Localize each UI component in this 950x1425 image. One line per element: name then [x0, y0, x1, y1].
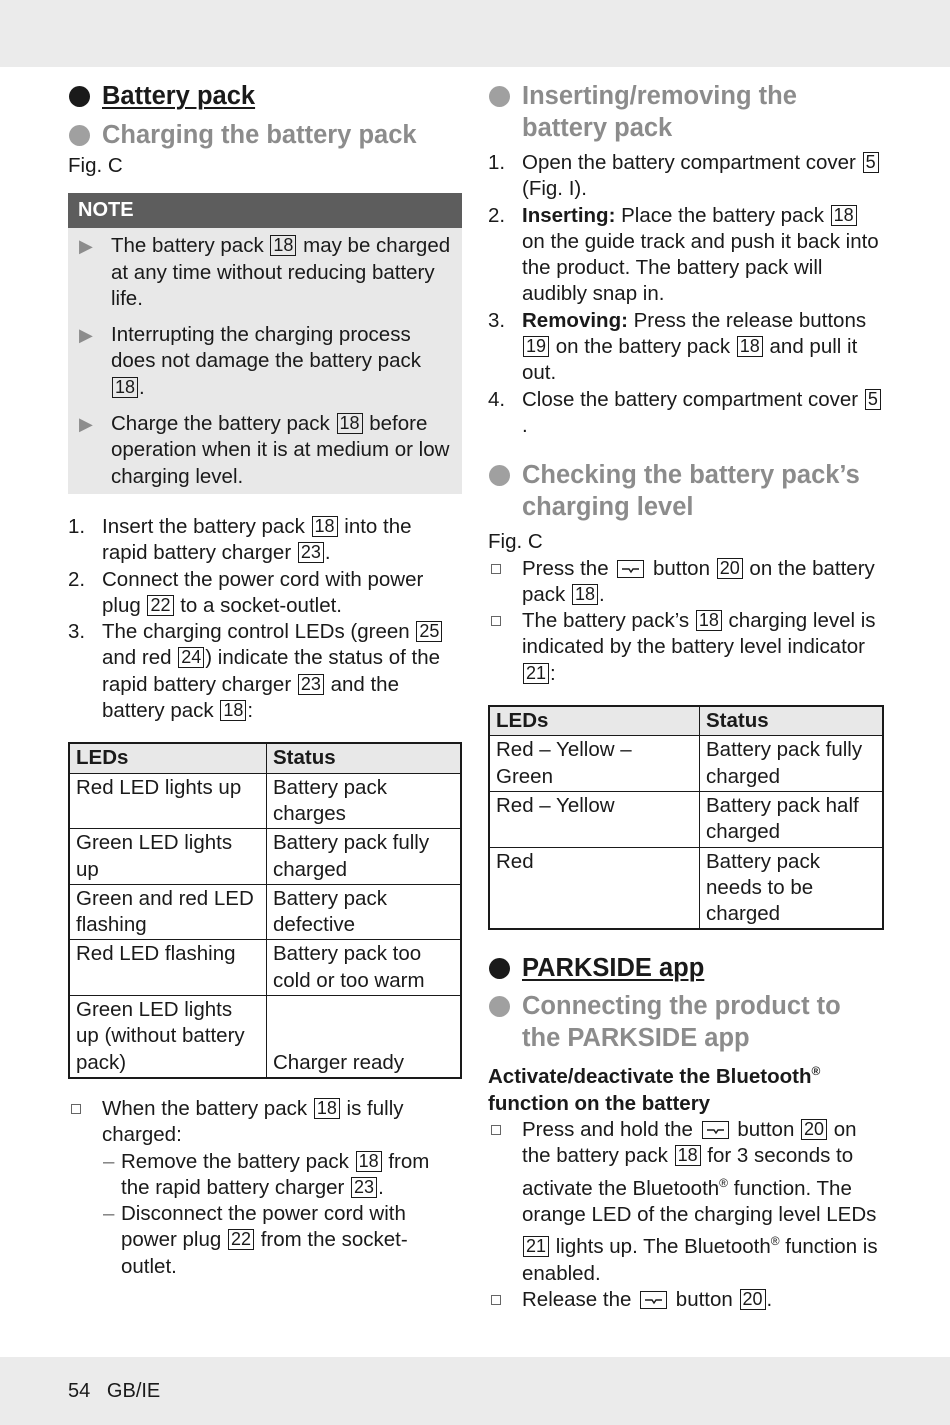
checkbox-square-icon	[491, 616, 501, 626]
right-column	[488, 80, 884, 1313]
heading-connecting: Connecting the product to the PARKSIDE app	[488, 990, 884, 1054]
checkbox-square-icon	[71, 1104, 81, 1114]
battery-level-button-icon	[702, 1121, 729, 1139]
heading-inserting: Inserting/removing the battery pack	[488, 80, 884, 144]
bullet-dot-icon	[69, 125, 90, 146]
list-item: Release the button 20 .	[488, 1287, 884, 1313]
checkbox-square-icon	[491, 564, 501, 574]
sub-list-item: – Remove the battery pack 18 from the rapid battery charger 23 .	[103, 1149, 430, 1199]
note-box	[68, 193, 462, 494]
table-row: Green LED lights up Battery pack fully charged	[70, 829, 461, 885]
heading-parkside-app: PARKSIDE app	[488, 952, 884, 984]
left-column	[68, 80, 462, 1280]
heading-charging: Charging the battery pack	[68, 119, 462, 151]
note-title: NOTE	[68, 193, 462, 228]
checkbox-square-icon	[491, 1125, 501, 1135]
bullet-dot-icon	[489, 996, 510, 1017]
table-row: Red LED lights up Battery pack charges	[70, 773, 461, 829]
note-item: ▶ Interrupting the charging process does not damage the battery pack 18 .	[79, 323, 421, 399]
arrow-right-icon: ▶	[79, 236, 93, 257]
table-row: Green LED lights up (without battery pack) Charger ready	[70, 996, 461, 1078]
bullet-dot-icon	[489, 86, 510, 107]
note-item: ▶ The battery pack 18 may be charged at any time without reducing battery life.	[79, 234, 451, 310]
list-item: When the battery pack 18 is fully charged:	[68, 1096, 462, 1149]
list-item: 2. Inserting: Place the battery pack 18 on the guide track and push it back into the product. The battery pack will audibly snap in.	[488, 203, 879, 306]
list-item: 3. The charging control LEDs (green 25 and red 24 ) indicate the status of the rapid battery charger 23 and the battery pack 18 :	[68, 619, 462, 724]
table-header-row: LEDs Status	[70, 744, 461, 773]
page-footer: 54 GB/IE	[68, 1380, 161, 1402]
list-item: 4. Close the battery compartment cover 5.	[488, 387, 884, 440]
charging-steps	[68, 514, 462, 724]
table-row: Green and red LED flashing Battery pack defective	[70, 884, 461, 940]
list-item: The battery pack’s 18 charging level is indicated by the battery level indicator 21 :	[488, 608, 884, 687]
list-item: 1. Open the battery compartment cover 5 (Fig. I).	[488, 150, 884, 203]
list-item: 2. Connect the power cord with power plug 22 to a socket-outlet.	[68, 567, 424, 617]
note-item: ▶ Charge the battery pack 18 before operation when it is at medium or low charging level.	[79, 412, 450, 488]
list-item: Press and hold the button 20 on the battery pack 18 for 3 seconds to activate the Bluetooth® function. The orange LED of the charging level LEDs 21 lights up. The Bluetooth® function is enabled.	[488, 1117, 884, 1287]
list-item: 1. Insert the battery pack 18 into the rapid battery charger 23 .	[68, 514, 412, 565]
fig-ref: Fig. C	[68, 154, 123, 177]
heading-checking: Checking the battery pack’s charging level	[488, 459, 884, 523]
inserting-steps	[488, 150, 884, 439]
bullet-dot-icon	[489, 465, 510, 486]
charger-led-table	[68, 742, 462, 1079]
arrow-right-icon: ▶	[79, 325, 93, 346]
top-band	[0, 0, 950, 67]
list-item: Press the button 20 on the battery pack 18 .	[488, 556, 884, 609]
battery-level-button-icon	[617, 560, 644, 578]
table-row: Red Battery pack needs to be charged	[490, 847, 883, 929]
heading-battery-pack: Battery pack	[68, 80, 462, 112]
bullet-dot-icon	[489, 958, 510, 979]
fig-ref: Fig. C	[488, 530, 543, 554]
table-header-row: LEDs Status	[490, 707, 883, 736]
sub-list-item: – Disconnect the power cord with power plug 22 from the socket-outlet.	[103, 1202, 408, 1278]
table-row: Red – Yellow – Green Battery pack fully charged	[490, 736, 883, 792]
battery-level-button-icon	[640, 1291, 667, 1309]
bluetooth-subheading: Activate/deactivate the Bluetooth® function on the battery	[488, 1064, 821, 1115]
table-row: Red LED flashing Battery pack too cold or too warm	[70, 940, 461, 996]
checkbox-square-icon	[491, 1295, 501, 1305]
arrow-right-icon: ▶	[79, 414, 93, 435]
battery-level-table	[488, 705, 884, 930]
bullet-dot-icon	[69, 86, 90, 107]
table-row: Red – Yellow Battery pack half charged	[490, 791, 883, 847]
list-item: 3. Removing: Press the release buttons 19 on the battery pack 18 and pull it out.	[488, 308, 867, 385]
